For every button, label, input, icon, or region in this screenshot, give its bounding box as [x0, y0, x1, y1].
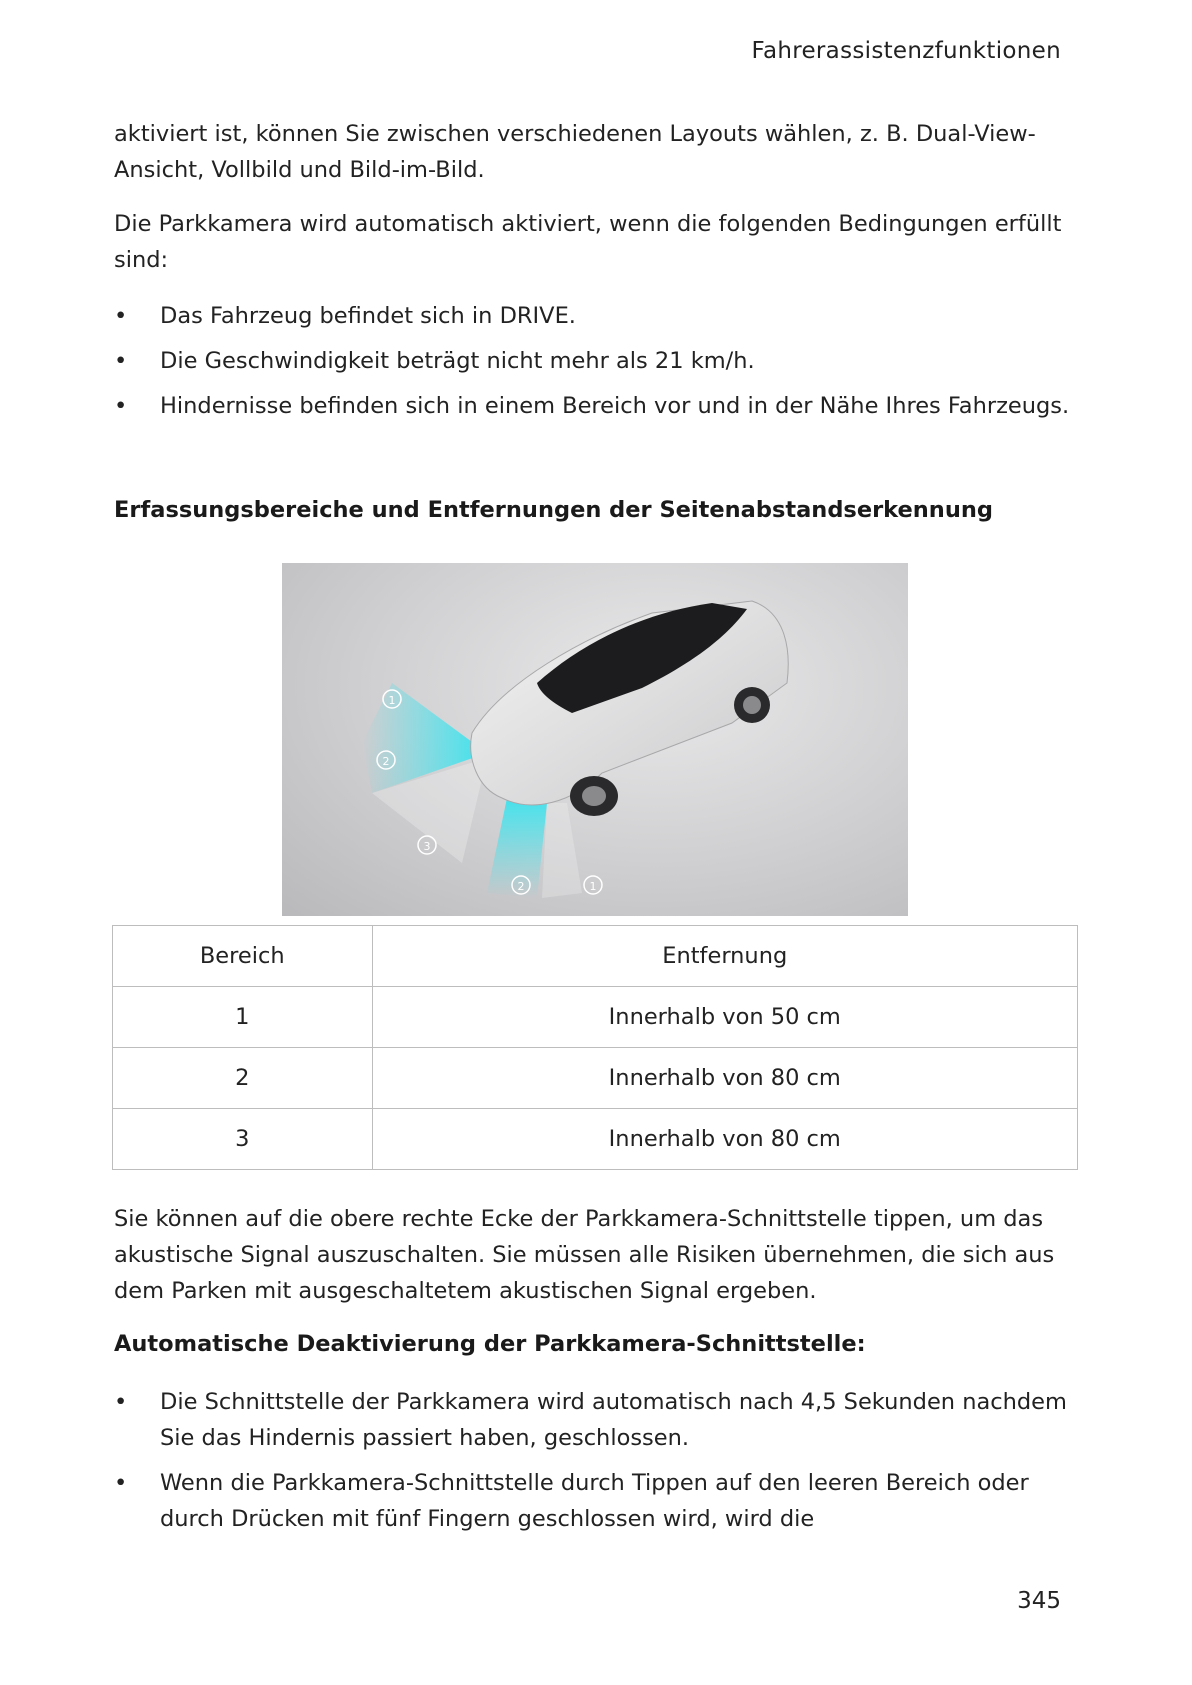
area-cell: 1 — [113, 987, 373, 1048]
intro-paragraph-layouts: aktiviert ist, können Sie zwischen verschiedenen Layouts wählen, z. B. Dual-View-Ansicht, Vollbild und Bild-im-Bild. — [114, 121, 1036, 183]
intro-paragraph-conditions: Die Parkkamera wird automatisch aktiviert, wenn die folgenden Bedingungen erfüllt sind: — [114, 211, 1062, 273]
table-header-row — [113, 926, 1078, 987]
list-item: • Die Geschwindigkeit beträgt nicht mehr als 21 km/h. — [114, 343, 1074, 379]
svg-text:2: 2 — [382, 755, 390, 768]
area-cell: 3 — [113, 1109, 373, 1170]
section-heading-detection-zones: Erfassungsbereiche und Entfernungen der Seitenabstandserkennung — [114, 497, 993, 523]
bullet-icon: • — [114, 1389, 128, 1415]
bullet-icon: • — [114, 393, 128, 419]
mute-signal-paragraph: Sie können auf die obere rechte Ecke der Parkkamera-Schnittstelle tippen, um das akustische Signal auszuschalten. Sie müssen alle Risiken übernehmen, die sich aus dem Parken mit ausgeschaltetem akustischen Signal ergeben. — [114, 1206, 1055, 1304]
detection-distance-table — [112, 925, 1078, 1170]
list-item: • Das Fahrzeug befindet sich in DRIVE. — [114, 298, 1074, 334]
svg-text:3: 3 — [423, 840, 431, 853]
bullet-icon: • — [114, 348, 128, 374]
bullet-icon: • — [114, 1470, 128, 1496]
list-item: • Wenn die Parkkamera-Schnittstelle durch Tippen auf den leeren Bereich oder durch Drücken mit fünf Fingern geschlossen wird, wird die — [114, 1465, 1074, 1537]
svg-text:2: 2 — [517, 880, 525, 893]
page-number: 345 — [1017, 1588, 1061, 1614]
column-header-area: Bereich — [113, 926, 373, 987]
front-outer-zone — [542, 803, 582, 898]
table-row — [113, 1109, 1078, 1170]
distance-cell: Innerhalb von 80 cm — [372, 1109, 1078, 1170]
zone-marker — [418, 836, 436, 854]
deactivation-list — [114, 1384, 1074, 1546]
distance-cell: Innerhalb von 50 cm — [372, 987, 1078, 1048]
list-item: • Hindernisse befinden sich in einem Bereich vor und in der Nähe Ihres Fahrzeugs. — [114, 388, 1074, 424]
sensor-zone-illustration — [282, 563, 908, 916]
svg-text:1: 1 — [589, 880, 597, 893]
area-cell: 2 — [113, 1048, 373, 1109]
table-row — [113, 1048, 1078, 1109]
column-header-distance: Entfernung — [372, 926, 1078, 987]
svg-text:1: 1 — [388, 694, 396, 707]
section-header: Fahrerassistenzfunktionen — [751, 38, 1061, 64]
zone-marker — [584, 876, 602, 894]
car-illustration-svg — [282, 563, 908, 916]
condition-list — [114, 298, 1074, 433]
table-row — [113, 987, 1078, 1048]
bullet-icon: • — [114, 303, 128, 329]
distance-cell: Innerhalb von 80 cm — [372, 1048, 1078, 1109]
section-heading-auto-deactivation: Automatische Deaktivierung der Parkkamera-Schnittstelle: — [114, 1331, 866, 1357]
list-item: • Die Schnittstelle der Parkkamera wird automatisch nach 4,5 Sekunden nachdem Sie das Hindernis passiert haben, geschlossen. — [114, 1384, 1074, 1456]
